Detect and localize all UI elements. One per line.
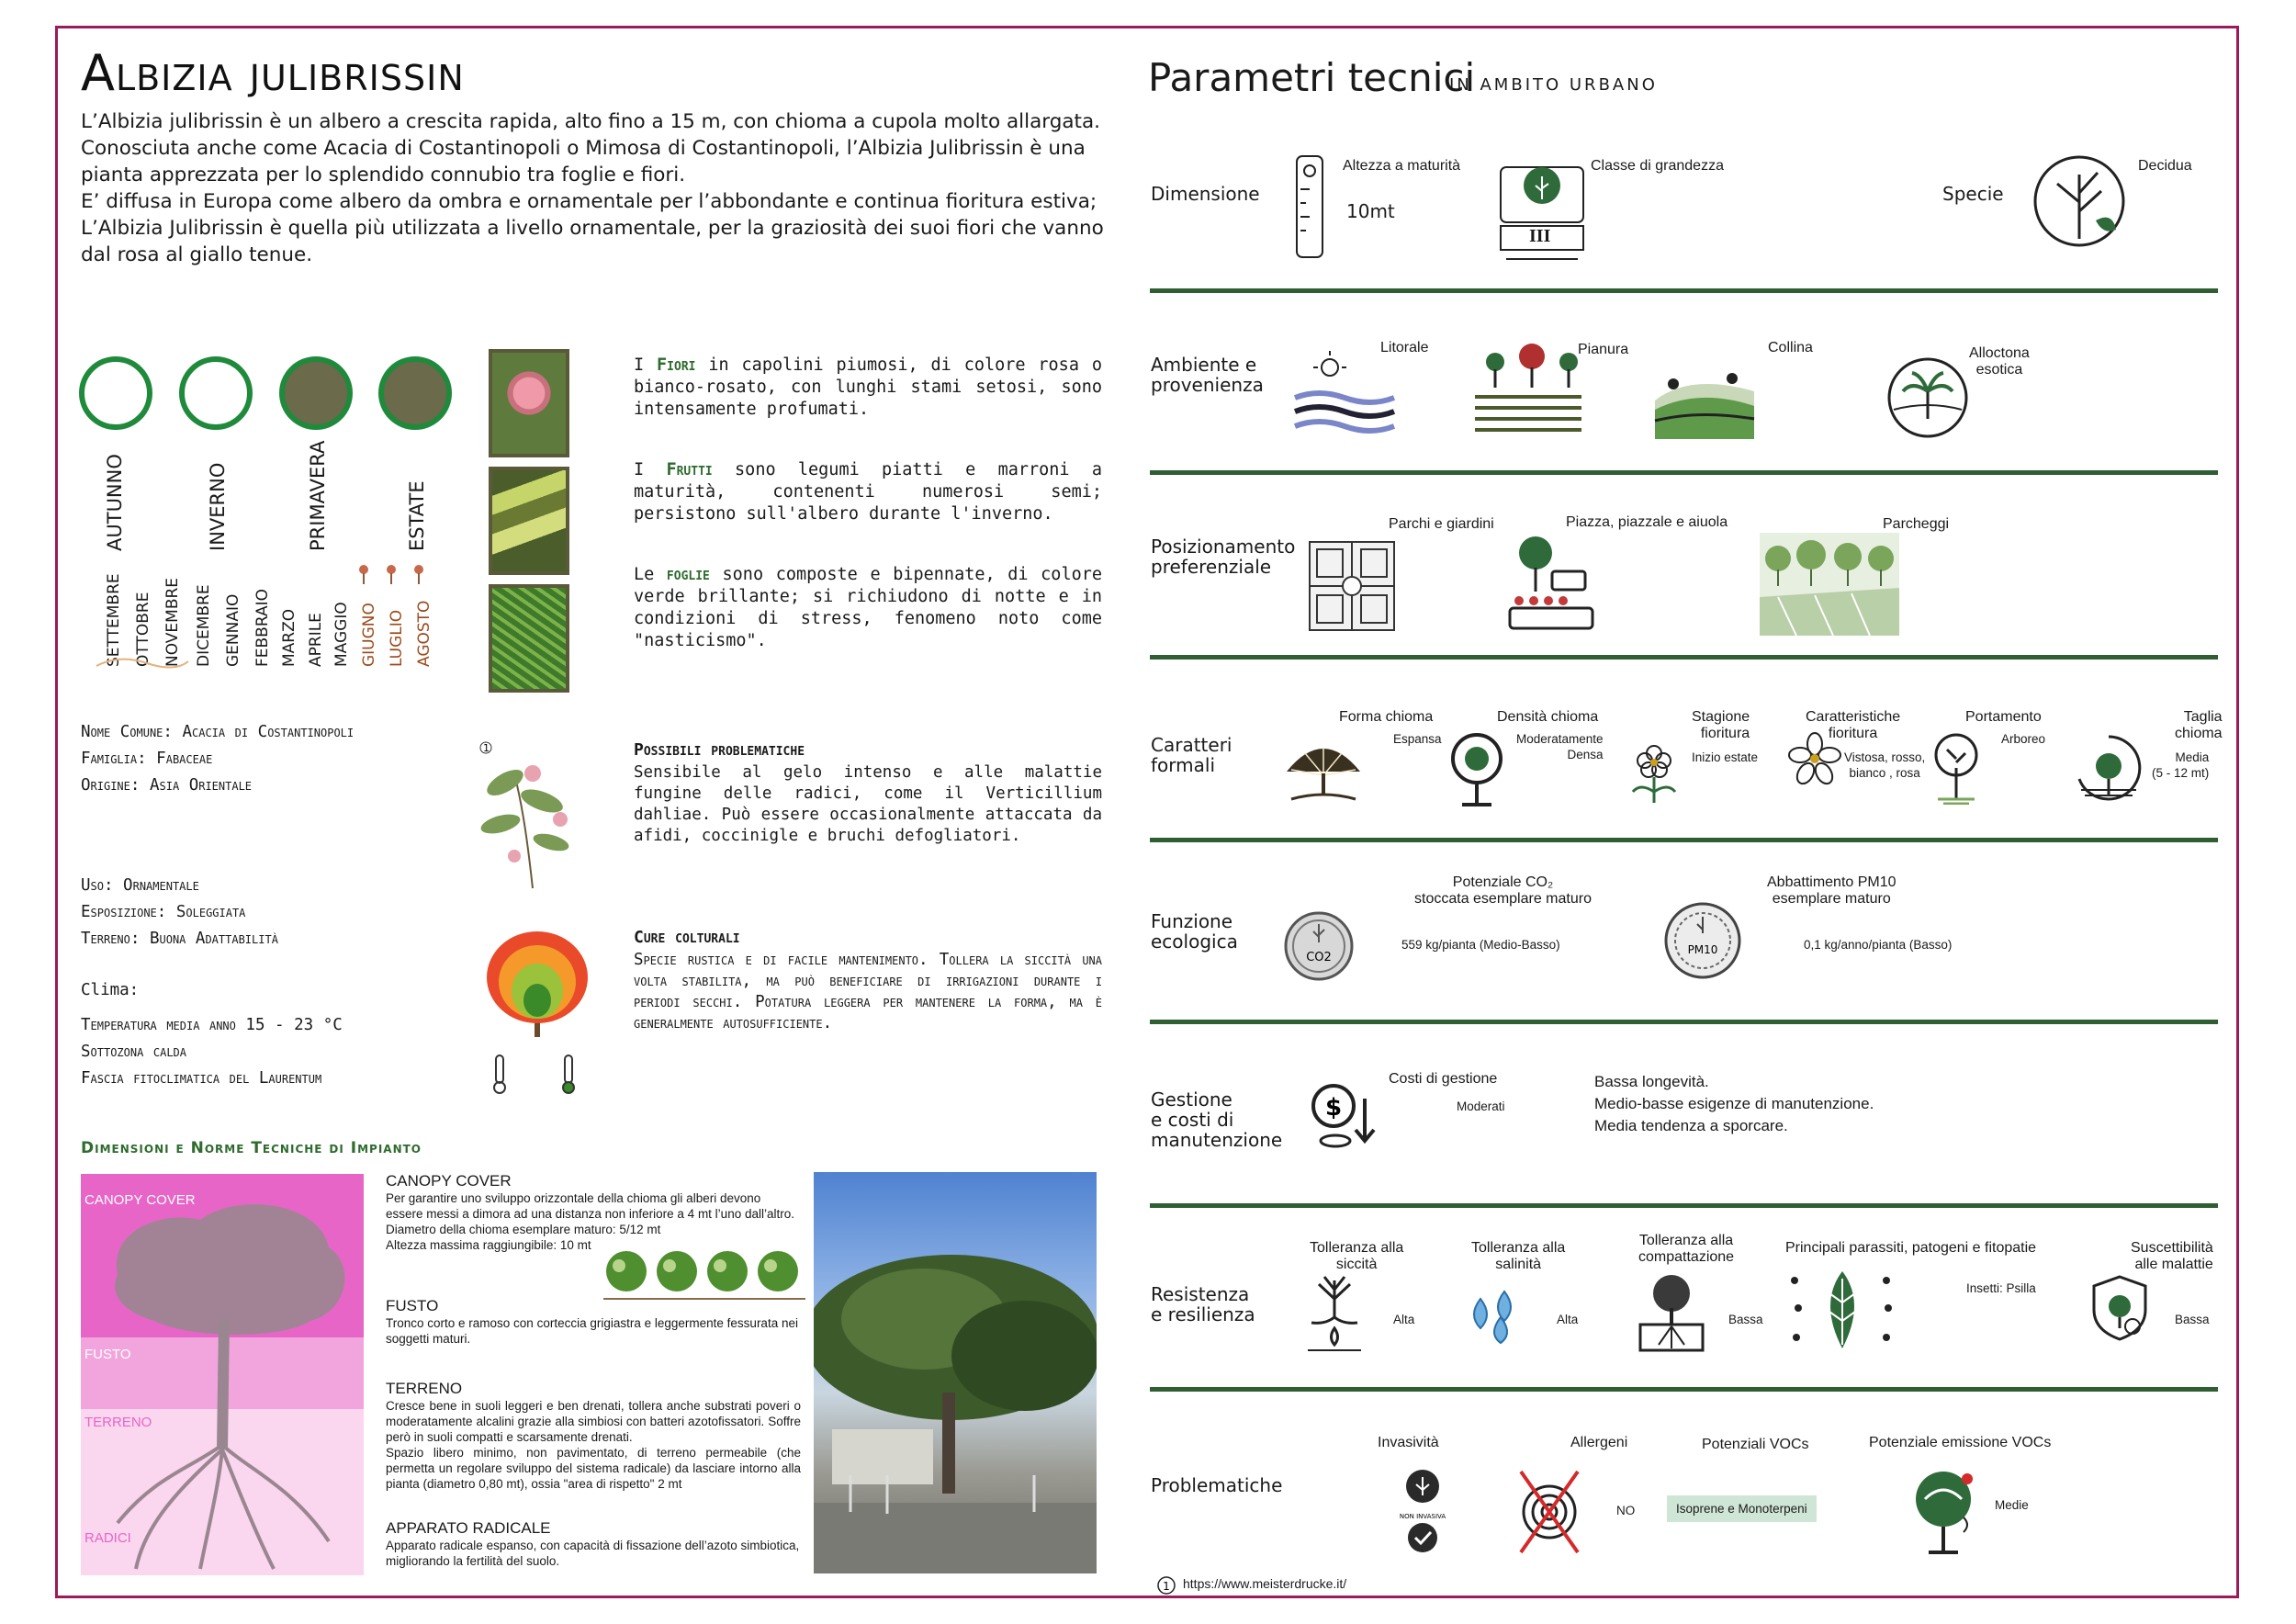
dimensions-text xyxy=(386,1172,801,1253)
compaction-tolerance-icon xyxy=(1637,1271,1706,1354)
susceptibility-caption xyxy=(2131,1240,2213,1273)
value-line: Moderatamente xyxy=(1516,732,1604,746)
use: Uso: Ornamentale xyxy=(81,876,199,895)
technical-params-subtitle: IN AMBITO URBANO xyxy=(1449,75,1658,95)
season-label-primavera: PRIMAVERA xyxy=(307,440,329,551)
caption-line: Stagione xyxy=(1692,709,1750,725)
pm10-caption xyxy=(1767,874,1896,908)
row-label-line: e costi di xyxy=(1151,1109,1234,1131)
fruit-photo xyxy=(489,467,569,575)
source-link[interactable]: https://www.meisterdrucke.it/ xyxy=(1183,1576,1347,1591)
co2-value: 559 kg/pianta (Medio-Basso) xyxy=(1401,938,1560,952)
caption-line: salinità xyxy=(1495,1257,1542,1272)
coast-icon xyxy=(1293,347,1396,441)
section-divider xyxy=(1150,288,2218,293)
salinity-caption xyxy=(1471,1240,1565,1273)
season-circle-autunno xyxy=(79,356,152,430)
management-note: Media tendenza a sporcare. xyxy=(1594,1117,1788,1134)
caption-line: Tolleranza alla xyxy=(1638,1233,1734,1248)
park-caption: Parchi e giardini xyxy=(1389,516,1494,532)
month-label: AGOSTO xyxy=(415,600,433,667)
value-line: Vistosa, rosso, xyxy=(1844,750,1926,764)
month-label: SETTEMBRE xyxy=(105,573,123,667)
season-label-estate: ESTATE xyxy=(406,480,428,551)
crown-density-value xyxy=(1516,731,1604,762)
flowering-season-value: Inizio estate xyxy=(1692,750,1759,764)
row-label-line: provenienza xyxy=(1151,374,1264,396)
month-label: APRILE xyxy=(307,613,325,667)
problems-body: Sensibile al gelo intenso e alle malattie fungine delle radici, come il Verticillium dahliae. Può essere occasionalmente attaccata da afidi, coccinigle e bruchi defogliatori. xyxy=(634,763,1102,845)
parking-icon xyxy=(1760,533,1899,636)
caption-line: esotica xyxy=(1975,362,2023,378)
co2-caption xyxy=(1414,874,1592,908)
voc-emission-value: Medie xyxy=(1995,1498,2029,1512)
flowering-season-icon xyxy=(1622,737,1686,806)
leaf-photo xyxy=(489,584,569,693)
row-label-gestione xyxy=(1151,1089,1282,1150)
caption-line: Abbattimento PM10 xyxy=(1767,874,1896,890)
month-label: GENNAIO xyxy=(224,593,242,667)
species-value: Decidua xyxy=(2138,158,2192,174)
non-invasive-icon xyxy=(1396,1468,1449,1556)
crown-shape-value: Espansa xyxy=(1393,732,1442,746)
row-label-line: Posizionamento xyxy=(1151,536,1296,558)
canopy-heading: CANOPY COVER xyxy=(386,1172,512,1190)
caption-line: Potenziale CO₂ xyxy=(1452,874,1554,890)
section-divider xyxy=(1150,838,2218,842)
technical-params-title: Parametri tecnici xyxy=(1148,55,1476,100)
crown-size-value xyxy=(2152,750,2209,781)
caption-line: fioritura xyxy=(1828,726,1878,741)
crown-shape-caption: Forma chioma xyxy=(1339,709,1434,725)
intro-paragraph: L’Albizia julibrissin è un albero a crescita rapida, alto fino a 15 m, con chioma a cupola molto allargata. Conosciuta anche come Acacia di Costantinopoli o Mimosa di Costantinopoli, l’Albizia Julibrissin è una pianta apprezzata per lo splendido connubio tra foglie e fiori. xyxy=(81,110,1100,186)
row-label-line: manutenzione xyxy=(1151,1129,1283,1151)
value-line: Densa xyxy=(1567,748,1604,761)
caption-line: chioma xyxy=(2175,726,2223,741)
caption-line: Suscettibilità xyxy=(2131,1240,2213,1256)
plain-caption: Pianura xyxy=(1578,342,1629,357)
caption-line: compattazione xyxy=(1638,1249,1735,1265)
parasites-icon xyxy=(1785,1266,1899,1354)
caption-line: Caratteristiche xyxy=(1806,709,1901,725)
row-label-line: Ambiente e xyxy=(1151,354,1257,376)
deciduous-icon xyxy=(2030,147,2129,255)
soil: Terreno: Buona Adattabilità xyxy=(81,930,278,948)
foglie-description: Le foglie sono composte e bipennate, di colore verde brillante; si richiudono di notte e in condizioni di stress, fenomeno noto come "nasticismo". xyxy=(634,565,1102,650)
park-icon xyxy=(1308,540,1396,632)
row-label-line: preferenziale xyxy=(1151,556,1272,578)
caption-line: esemplare maturo xyxy=(1772,891,1891,907)
climate-band: Fascia fitoclimatica del Laurentum xyxy=(81,1069,322,1088)
species-label: Specie xyxy=(1942,183,2004,205)
month-label: NOVEMBRE xyxy=(163,577,182,667)
spreading-crown-icon xyxy=(1282,735,1365,805)
street-photo xyxy=(814,1172,1097,1573)
frutti-description: I Frutti sono legumi piatti e marroni a maturità, contenenti numerosi semi; persistono sull'albero durante l'inverno. xyxy=(634,460,1103,524)
terreno-heading: TERRENO xyxy=(386,1380,463,1397)
caption-line: Alloctona xyxy=(1969,345,2030,361)
flowering-season-caption xyxy=(1692,709,1750,742)
common-name: Nome Comune: Acacia di Costantinopoli xyxy=(81,723,355,741)
row-label-posizionamento xyxy=(1151,536,1295,577)
caption-line: fioritura xyxy=(1700,726,1750,741)
family: Famiglia: Fabaceae xyxy=(81,750,213,768)
plain-icon xyxy=(1473,342,1583,441)
season-label-autunno: AUTUNNO xyxy=(104,454,126,551)
canopy-text: Per garantire uno sviluppo orizzontale della chioma gli alberi devono essere messi a dimora ad una distanza non inferiore a 4 mt l’uno dall’altro. xyxy=(386,1191,794,1221)
autumn-swash xyxy=(92,652,193,671)
section-divider xyxy=(1150,1203,2218,1208)
voc-emission-caption: Potenziale emissione VOCs xyxy=(1869,1435,2052,1450)
value-line: (5 - 12 mt) xyxy=(2152,766,2210,780)
section-divider xyxy=(1150,470,2218,475)
square-caption: Piazza, piazzale e aiuola xyxy=(1566,514,1728,530)
fusto-block xyxy=(386,1297,801,1347)
parking-caption: Parcheggi xyxy=(1883,516,1950,532)
month-label: DICEMBRE xyxy=(195,584,213,667)
care-body: Specie rustica e di facile mantenimento. Tollera la siccità una volta stabilita, ma può beneficiare di irrigazioni durante i periodi secchi. Potatura leggera per mantenere la forma, ma è generalmente autosufficiente. xyxy=(634,951,1102,1032)
intro-paragraph: L’Albizia Julibrissin è quella più utilizzata a livello ornamentale, per la graziosità dei suoi fiori che vanno dal rosa al giallo tenue. xyxy=(81,217,1104,266)
row-label-resistenza xyxy=(1151,1284,1255,1325)
tree-habit-icon xyxy=(1930,731,1982,805)
allergens-caption: Allergeni xyxy=(1570,1435,1628,1450)
footnote-marker: 1 xyxy=(483,742,490,754)
layer-fusto-label: FUSTO xyxy=(84,1347,131,1362)
caption-line: stoccata esemplare maturo xyxy=(1414,891,1592,907)
row-label-line: Funzione xyxy=(1151,910,1233,932)
temperature: Temperatura media anno 15 - 23 °C xyxy=(81,1016,343,1034)
pm10-value: 0,1 kg/anno/pianta (Basso) xyxy=(1804,938,1953,952)
tree-habit-value: Arboreo xyxy=(2001,732,2046,746)
height-value: 10mt xyxy=(1346,200,1395,222)
flower-photo xyxy=(489,349,569,457)
drought-caption xyxy=(1310,1240,1403,1273)
vocs-caption: Potenziali VOCs xyxy=(1702,1437,1809,1452)
season-circle-primavera xyxy=(279,356,353,430)
caption-line: Tolleranza alla xyxy=(1310,1240,1404,1256)
terreno-text-2: Spazio libero minimo, non pavimentato, di terreno permeabile (che permetta un regolare sviluppo del sistema radicale) da lasciare intorno alla pianta (diametro 0,80 mt), ossia "area di rispetto" 2 mt xyxy=(386,1446,801,1491)
apparato-heading: APPARATO RADICALE xyxy=(386,1519,551,1537)
layer-terreno-label: TERRENO xyxy=(84,1415,152,1430)
info-block-3 xyxy=(81,1012,343,1092)
section-divider xyxy=(1150,1387,2218,1392)
management-cost-icon xyxy=(1308,1080,1381,1154)
dimensions-title: Dimensioni e Norme Tecniche di Impianto xyxy=(81,1139,422,1157)
crown-density-icon xyxy=(1446,731,1508,808)
caption-line: Taglia xyxy=(2183,709,2223,725)
size-class-icon xyxy=(1497,158,1589,268)
row-label-line: formali xyxy=(1151,754,1215,776)
info-block-2 xyxy=(81,873,278,953)
flower-characteristics-value xyxy=(1844,750,1925,781)
keyword-frutti: Frutti xyxy=(666,460,713,479)
no-allergens-icon xyxy=(1515,1468,1583,1556)
parasites-value: Insetti: Psilla xyxy=(1966,1281,2036,1295)
management-note: Bassa longevità. xyxy=(1594,1073,1709,1090)
apparato-block xyxy=(386,1519,801,1569)
flower-characteristics-caption xyxy=(1806,709,1900,742)
season-circle-inverno xyxy=(179,356,253,430)
co2-storage-icon xyxy=(1282,909,1356,983)
caption-line: Tolleranza alla xyxy=(1471,1240,1566,1256)
caption-line: alle malattie xyxy=(2134,1257,2213,1272)
keyword-fiori: Fiori xyxy=(657,355,696,375)
subzone: Sottozona calda xyxy=(81,1043,186,1061)
row-label-line: Resistenza xyxy=(1151,1283,1250,1305)
square-icon xyxy=(1506,535,1598,636)
hill-icon xyxy=(1653,364,1756,441)
pm10-icon xyxy=(1659,900,1747,983)
tree-habit-caption: Portamento xyxy=(1965,709,2042,725)
origin: Origine: Asia Orientale xyxy=(81,776,253,795)
source-marker xyxy=(1155,1574,1177,1596)
row-label-funzione xyxy=(1151,911,1238,952)
row-label-caratteri xyxy=(1151,735,1232,775)
size-class-caption: Classe di grandezza xyxy=(1591,158,1724,174)
vocs-value-badge: Isoprene e Monoterpeni xyxy=(1667,1495,1817,1522)
botanical-illustration xyxy=(478,737,588,893)
season-label-inverno: INVERNO xyxy=(207,462,229,551)
apparato-text: Apparato radicale espanso, con capacità di fissazione dell’azoto simbiotica, migliorando la fertilità del suolo. xyxy=(386,1539,800,1568)
tree-silhouette xyxy=(81,1174,364,1575)
svg-text:CO2: CO2 xyxy=(1306,951,1332,964)
flower-icons xyxy=(355,562,428,586)
disease-susceptibility-icon xyxy=(2090,1273,2149,1352)
season-circle-estate xyxy=(378,356,452,430)
intro-paragraph: E’ diffusa in Europa come albero da ombra e ornamentale per l’abbondante e continua fioritura estiva; xyxy=(81,190,1097,213)
fusto-heading: FUSTO xyxy=(386,1297,439,1314)
caption-line: siccità xyxy=(1335,1257,1378,1272)
svg-text:$: $ xyxy=(1324,1094,1343,1122)
exotic-origin-icon xyxy=(1885,355,1971,441)
compaction-value: Bassa xyxy=(1728,1313,1763,1326)
parasites-caption: Principali parassiti, patogeni e fitopatie xyxy=(1785,1240,2037,1256)
seasonal-tree-icon xyxy=(478,922,597,1097)
management-cost-caption: Costi di gestione xyxy=(1389,1071,1498,1087)
drought-tolerance-icon xyxy=(1302,1271,1367,1354)
row-label-line: Gestione xyxy=(1151,1088,1232,1111)
care-title: Cure colturali xyxy=(634,928,740,947)
section-divider xyxy=(1150,655,2218,660)
management-cost-value: Moderati xyxy=(1457,1100,1505,1113)
height-ruler-icon xyxy=(1293,152,1326,263)
info-block-1 xyxy=(81,719,354,799)
terreno-block xyxy=(386,1380,801,1492)
management-note: Medio-basse esigenze di manutenzione. xyxy=(1594,1095,1874,1112)
salinity-value: Alta xyxy=(1557,1313,1579,1326)
value-line: bianco , rosa xyxy=(1849,766,1920,780)
page-title: Albizia julibrissin xyxy=(81,44,465,102)
fiori-description: I Fiori in capolini piumosi, di colore rosa o bianco-rosato, con lunghi stami setosi, sono intensamente profumati. xyxy=(634,355,1102,419)
height-caption: Altezza a maturità xyxy=(1343,158,1461,174)
canopy-height: Altezza massima raggiungibile: 10 mt xyxy=(386,1238,591,1252)
month-label: MARZO xyxy=(280,608,298,667)
tree-layer-diagram xyxy=(81,1174,364,1575)
svg-text:1: 1 xyxy=(1163,1580,1170,1593)
keyword-foglie: foglie xyxy=(666,565,710,584)
value-line: Media xyxy=(2175,750,2210,764)
exotic-caption xyxy=(1969,345,2030,378)
allergens-value: NO xyxy=(1616,1504,1636,1517)
svg-text:NON INVASIVA: NON INVASIVA xyxy=(1399,1513,1446,1520)
svg-text:PM10: PM10 xyxy=(1687,943,1718,956)
coast-caption: Litorale xyxy=(1380,340,1429,355)
salinity-tolerance-icon xyxy=(1460,1280,1525,1345)
invasiveness-caption: Invasività xyxy=(1378,1435,1439,1450)
layer-radici-label: RADICI xyxy=(84,1530,131,1546)
hill-caption: Collina xyxy=(1768,340,1813,355)
problems-title: Possibili problematiche xyxy=(634,740,805,760)
crown-size-icon xyxy=(2072,731,2147,805)
terreno-text: Cresce bene in suoli leggeri e ben drenati, tollera anche substrati poveri o moderatamente alcalini grazie alla simbiosi con batteri azotofissatori. Soffre però in suoli compatti e scarsamente drenati. xyxy=(386,1399,801,1444)
fusto-text: Tronco corto e ramoso con corteccia grigiastra e leggermente fessurata nei soggetti maturi. xyxy=(386,1316,798,1346)
exposure: Esposizione: Soleggiata xyxy=(81,903,246,921)
row-label-line: Caratteri xyxy=(1151,734,1232,756)
crown-size-caption xyxy=(2175,709,2223,742)
drought-value: Alta xyxy=(1393,1313,1415,1326)
canopy-diameter: Diametro della chioma esemplare maturo: 5/12 mt xyxy=(386,1223,661,1236)
month-label: FEBBRAIO xyxy=(253,589,272,667)
crown-density-caption: Densità chioma xyxy=(1497,709,1599,725)
row-label-problematiche: Problematiche xyxy=(1151,1474,1283,1496)
row-label-dimensione: Dimensione xyxy=(1151,183,1260,205)
management-notes xyxy=(1594,1071,1874,1137)
row-label-line: ecologica xyxy=(1151,930,1238,953)
section-divider xyxy=(1150,1020,2218,1024)
size-class-value: III xyxy=(1529,226,1551,246)
climate-label: Clima: xyxy=(81,981,140,999)
row-label-ambiente xyxy=(1151,355,1264,395)
month-label: GIUGNO xyxy=(360,603,378,667)
compaction-caption xyxy=(1638,1233,1734,1266)
month-label: OTTOBRE xyxy=(134,592,152,667)
voc-emission-icon xyxy=(1907,1468,1980,1556)
row-label-line: e resilienza xyxy=(1151,1303,1255,1325)
month-label: LUGLIO xyxy=(388,609,406,667)
month-label: MAGGIO xyxy=(332,602,351,667)
intro-text xyxy=(81,108,1109,268)
layer-canopy-label: CANOPY COVER xyxy=(84,1192,196,1208)
susceptibility-value: Bassa xyxy=(2175,1313,2210,1326)
